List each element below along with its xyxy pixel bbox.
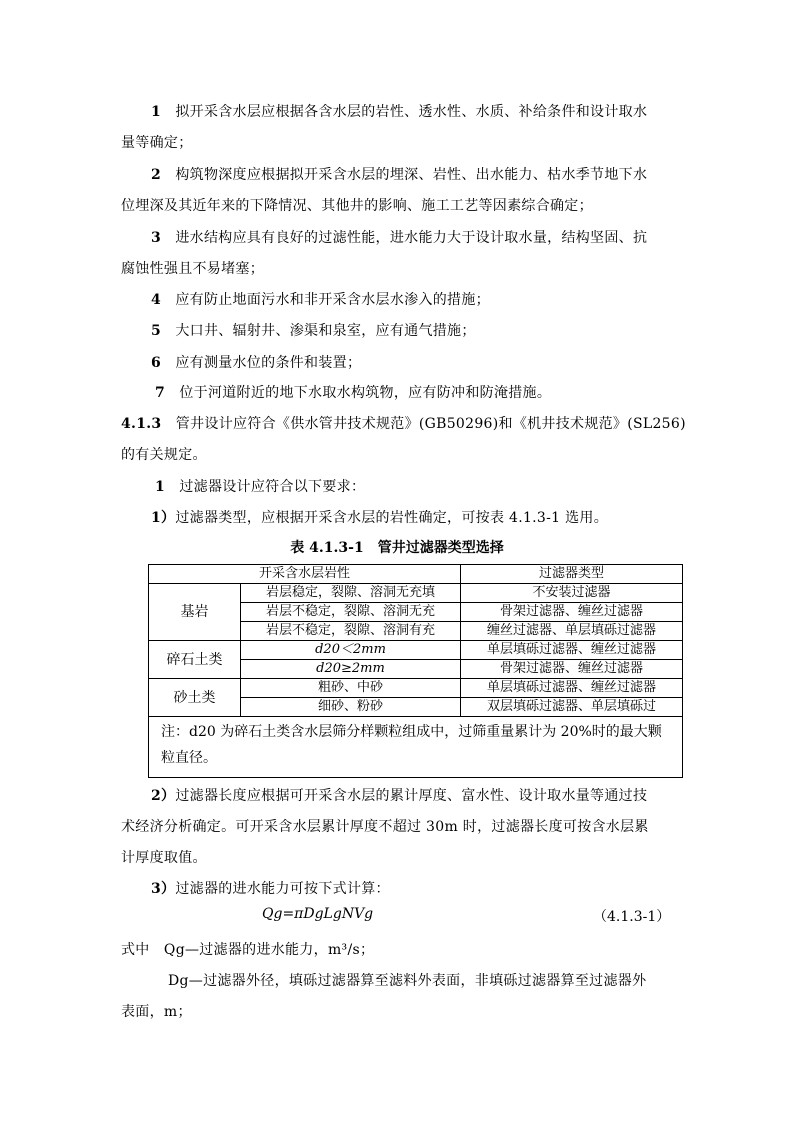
cond-cell: d20＜2mm (241, 641, 461, 660)
sub-num: 1 (155, 479, 166, 495)
def-prefix: 式中 (121, 942, 150, 958)
para-2-cont: 计厚度取值。 (121, 850, 207, 866)
cond-cell: 岩层不稳定，裂隙、溶洞无充 (241, 603, 461, 622)
table-row (149, 584, 683, 603)
list-num: 3 (151, 230, 162, 246)
list-text: 进水结构应具有良好的过滤性能，进水能力大于设计取水量，结构坚固、抗 (175, 230, 648, 246)
list-item-7 (155, 383, 551, 403)
list-text: 拟开采含水层应根据各含水层的岩性、透水性、水质、补给条件和设计取水 (175, 104, 648, 120)
cond-cell: 岩层稳定，裂隙、溶洞无充填 (241, 584, 461, 603)
section-4-1-3 (121, 414, 686, 434)
list-num: 6 (151, 355, 162, 371)
cond-cell: 粗砂、中砂 (241, 679, 461, 698)
list-text: 应有测量水位的条件和装置； (175, 355, 362, 371)
list-item-1-cont: 量等确定； (121, 135, 193, 151)
cond-cell: 岩层不稳定，裂隙、溶洞有充 (241, 622, 461, 641)
table-row (149, 679, 683, 698)
list-num: 7 (155, 385, 166, 401)
sub-item-1 (155, 477, 365, 497)
type-cell: 不安装过滤器 (461, 584, 683, 603)
definition-q (121, 940, 374, 960)
list-num: 1 (151, 104, 162, 120)
sub-num: 1） (151, 510, 176, 526)
sub-text: 过滤器类型，应根据开采含水层的岩性确定，可按表 4.1.3-1 选用。 (175, 510, 609, 526)
list-item-5 (151, 321, 476, 341)
list-item-6 (151, 353, 361, 373)
group-cell: 碎石土类 (149, 641, 241, 679)
table-header-row (149, 565, 683, 584)
equation-number: （4.1.3-1） (593, 909, 671, 925)
table-caption: 表 4.1.3-1 管井过滤器类型选择 (290, 540, 504, 556)
header-cell: 过滤器类型 (461, 565, 683, 584)
para-2 (151, 786, 647, 806)
para-num: 3） (151, 881, 176, 897)
table-note: 注：d20 为碎石土类含水层筛分样颗粒组成中，过筛重量累计为 20%时的最大颗粒直径。 (149, 717, 683, 778)
list-num: 5 (151, 323, 162, 339)
type-cell: 单层填砾过滤器、缠丝过滤器 (461, 641, 683, 660)
type-cell: 双层填砾过滤器、单层填砾过 (461, 698, 683, 717)
section-4-1-3-cont: 的有关规定。 (121, 447, 207, 463)
type-cell: 骨架过滤器、缠丝过滤器 (461, 603, 683, 622)
sub-text: 过滤器设计应符合以下要求： (179, 479, 366, 495)
list-item-2-cont: 位埋深及其近年来的下降情况、其他井的影响、施工工艺等因素综合确定； (121, 198, 593, 214)
list-item-3 (151, 228, 647, 248)
section-num: 4.1.3 (121, 416, 162, 432)
type-cell: 骨架过滤器、缠丝过滤器 (461, 660, 683, 679)
definition-d: Dg—过滤器外径，填砾过滤器算至滤料外表面，非填砾过滤器算至过滤器外 (168, 973, 647, 989)
list-text: 大口井、辐射井、渗渠和泉室，应有通气措施； (175, 323, 476, 339)
list-text: 位于河道附近的地下水取水构筑物，应有防冲和防淹措施。 (179, 385, 552, 401)
table-row (149, 641, 683, 660)
sub-item-1-1 (151, 508, 608, 528)
definition-d-cont: 表面，m； (121, 1004, 192, 1020)
para-2-cont: 术经济分析确定。可开采含水层累计厚度不超过 30m 时，过滤器长度可按含水层累 (121, 819, 649, 835)
para-text: 过滤器长度应根据可开采含水层的累计厚度、富水性、设计取水量等通过技 (175, 788, 648, 804)
list-text: 应有防止地面污水和非开采含水层水渗入的措施； (175, 292, 490, 308)
list-item-3-cont: 腐蚀性强且不易堵塞； (121, 261, 264, 277)
group-cell: 基岩 (149, 584, 241, 641)
cond-cell: 细砂、粉砂 (241, 698, 461, 717)
def-text: Qg—过滤器的进水能力，m³/s； (163, 942, 375, 958)
list-num: 4 (151, 292, 162, 308)
type-cell: 单层填砾过滤器、缠丝过滤器 (461, 679, 683, 698)
list-item-1 (151, 102, 647, 122)
group-cell: 砂土类 (149, 679, 241, 717)
cond-cell: d20≥2mm (241, 660, 461, 679)
para-text: 过滤器的进水能力可按下式计算： (175, 881, 390, 897)
formula: Qg=πDgLgNVg (262, 906, 374, 922)
list-text: 构筑物深度应根据拟开采含水层的埋深、岩性、出水能力、枯水季节地下水 (175, 167, 648, 183)
para-num: 2） (151, 788, 176, 804)
section-text: 管井设计应符合《供水管井技术规范》(GB50296)和《机井技术规范》(SL256) (175, 416, 686, 432)
list-item-4 (151, 290, 490, 310)
para-3 (151, 879, 390, 899)
header-cell: 开采含水层岩性 (149, 565, 461, 584)
table-note-row (149, 717, 683, 778)
filter-type-table (148, 564, 683, 778)
list-item-2 (151, 165, 647, 185)
type-cell: 缠丝过滤器、单层填砾过滤器 (461, 622, 683, 641)
list-num: 2 (151, 167, 162, 183)
